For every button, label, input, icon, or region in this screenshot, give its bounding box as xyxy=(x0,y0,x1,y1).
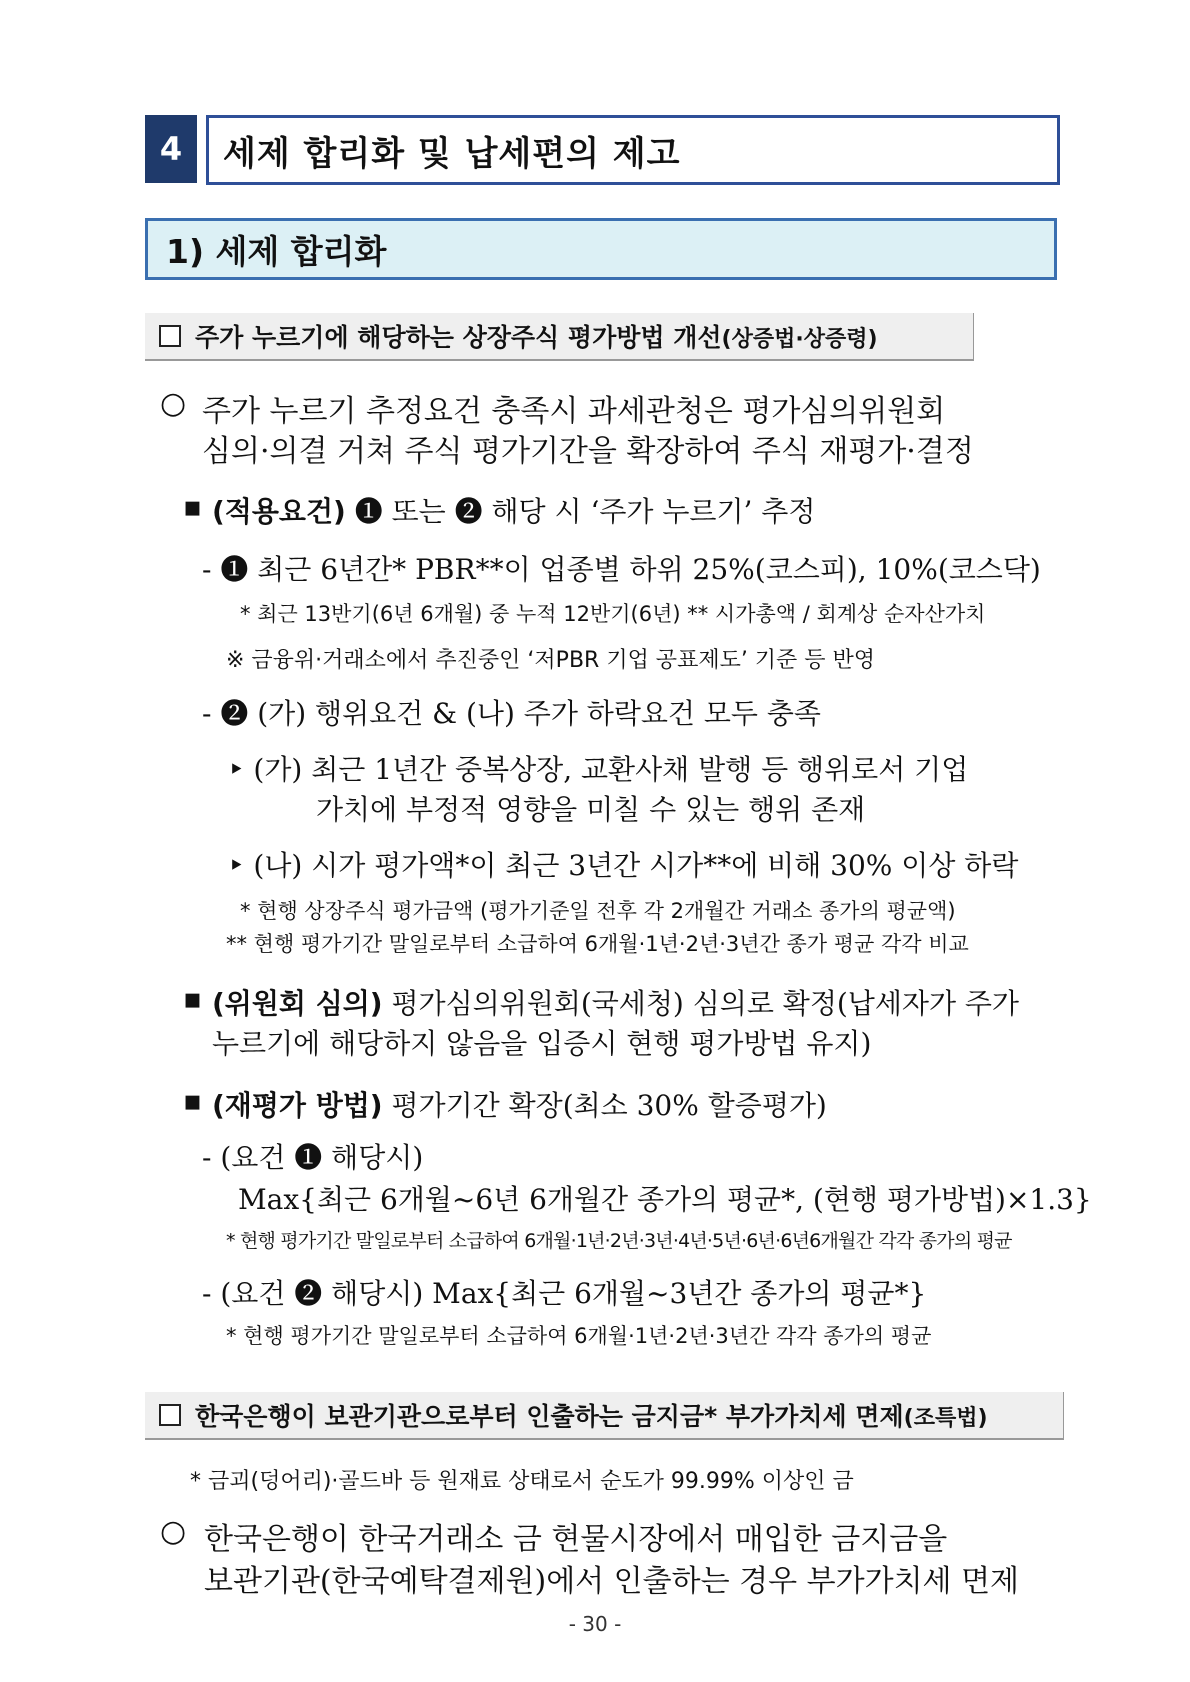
apply-label: (적용요건) xyxy=(212,495,346,528)
square-bullet-icon: ▪ xyxy=(183,982,202,1015)
apply-conditions xyxy=(212,490,815,530)
item-law-tag: (상증법·상증령) xyxy=(721,327,878,352)
condition-2-note1: * 현행 상장주식 평가금액 (평가기준일 전후 각 2개월간 거래소 종가의 평균액) xyxy=(240,899,956,923)
condition-2-na-line: ‣ (나) 시가 평가액*이 최근 3년간 시가**에 비해 30% 이상 하락 xyxy=(228,849,1019,882)
gold-statement-line1: 한국은행이 한국거래소 금 현물시장에서 매입한 금지금을 xyxy=(204,1522,948,1557)
committee-review xyxy=(212,982,1019,1022)
section-number: 4 xyxy=(145,115,197,183)
revaluation-text: 평가기간 확장(최소 30% 할증평가) xyxy=(391,1089,827,1122)
item-header-stock-valuation xyxy=(145,313,974,361)
bullet-circle-icon: ○ xyxy=(160,1514,187,1549)
page-number: - 30 - xyxy=(568,1612,622,1636)
subsection-title-box xyxy=(145,218,1057,280)
requirement-2-formula: - (요건 ❷ 해당시) Max{최근 6개월~3년간 종가의 평균*} xyxy=(202,1277,927,1310)
main-statement-line1: 주가 누르기 추정요건 충족시 과세관청은 평가심의위원회 xyxy=(202,394,946,429)
condition-2-ga-line1: ‣ (가) 최근 1년간 중복상장, 교환사채 발행 등 행위로서 기업 xyxy=(228,753,969,786)
bullet-circle-icon: ○ xyxy=(160,386,187,421)
item-title xyxy=(195,1397,988,1433)
apply-text: ❶ 또는 ❷ 해당 시 ‘주가 누르기’ 추정 xyxy=(354,495,816,528)
square-bullet-icon: ▪ xyxy=(183,1084,202,1117)
committee-label: (위원회 심의) xyxy=(212,987,383,1020)
condition-1: - ❶ 최근 6년간* PBR**이 업종별 하위 25%(코스피), 10%(코스닥) xyxy=(202,553,1041,586)
requirement-1-line1: - (요건 ❶ 해당시) xyxy=(202,1141,424,1174)
gold-definition-note: * 금괴(덩어리)·골드바 등 원재료 상태로서 순도가 99.99% 이상인 금 xyxy=(190,1469,854,1494)
item-title-text: 한국은행이 보관기관으로부터 인출하는 금지금* 부가가치세 면제 xyxy=(195,1402,904,1431)
square-bullet-icon: ▪ xyxy=(183,490,202,523)
item-header-gold-vat xyxy=(145,1392,1064,1440)
section-title: 세제 합리화 및 납세편의 제고 xyxy=(223,133,681,174)
condition-1-note: * 최근 13반기(6년 6개월) 중 누적 12반기(6년) ** 시가총액 / 회계상 순자산가치 xyxy=(240,602,986,626)
checkbox-icon xyxy=(159,1404,181,1426)
condition-2: - ❷ (가) 행위요건 & (나) 주가 하락요건 모두 충족 xyxy=(202,697,821,730)
committee-line1: 평가심의위원회(국세청) 심의로 확정(납세자가 주가 xyxy=(391,987,1019,1020)
item-title-text: 주가 누르기에 해당하는 상장주식 평가방법 개선 xyxy=(195,323,722,352)
committee-line2: 누르기에 해당하지 않음을 입증시 현행 평가방법 유지) xyxy=(212,1027,872,1060)
condition-2-ga-line2: 가치에 부정적 영향을 미칠 수 있는 행위 존재 xyxy=(316,793,866,826)
requirement-2-note: * 현행 평가기간 말일로부터 소급하여 6개월·1년·2년·3년간 각각 종가의 평균 xyxy=(226,1324,932,1348)
condition-2-note2: ** 현행 평가기간 말일로부터 소급하여 6개월·1년·2년·3년간 종가 평균 각각 비교 xyxy=(226,932,969,956)
subsection-title: 1) 세제 합리화 xyxy=(166,231,387,271)
gold-statement-line2: 보관기관(한국예탁결제원)에서 인출하는 경우 부가가치세 면제 xyxy=(204,1564,1020,1599)
item-law-tag: (조특법) xyxy=(903,1406,988,1431)
section-title-box xyxy=(206,115,1060,185)
checkbox-icon xyxy=(159,325,181,347)
condition-1-reference: ※ 금융위·거래소에서 추진중인 ‘저PBR 기업 공표제도’ 기준 등 반영 xyxy=(226,648,876,673)
revaluation-label: (재평가 방법) xyxy=(212,1089,383,1122)
requirement-1-note: * 현행 평가기간 말일로부터 소급하여 6개월·1년·2년·3년·4년·5년·6년·6년6개월간 각각 종가의 평균 xyxy=(226,1230,1012,1252)
main-statement-line2: 심의·의결 거쳐 주식 평가기간을 확장하여 주식 재평가·결정 xyxy=(202,434,974,469)
revaluation-method xyxy=(212,1084,827,1124)
item-title xyxy=(195,318,878,354)
requirement-1-formula: Max{최근 6개월~6년 6개월간 종가의 평균*, (현행 평가방법)×1.3} xyxy=(238,1183,1092,1216)
